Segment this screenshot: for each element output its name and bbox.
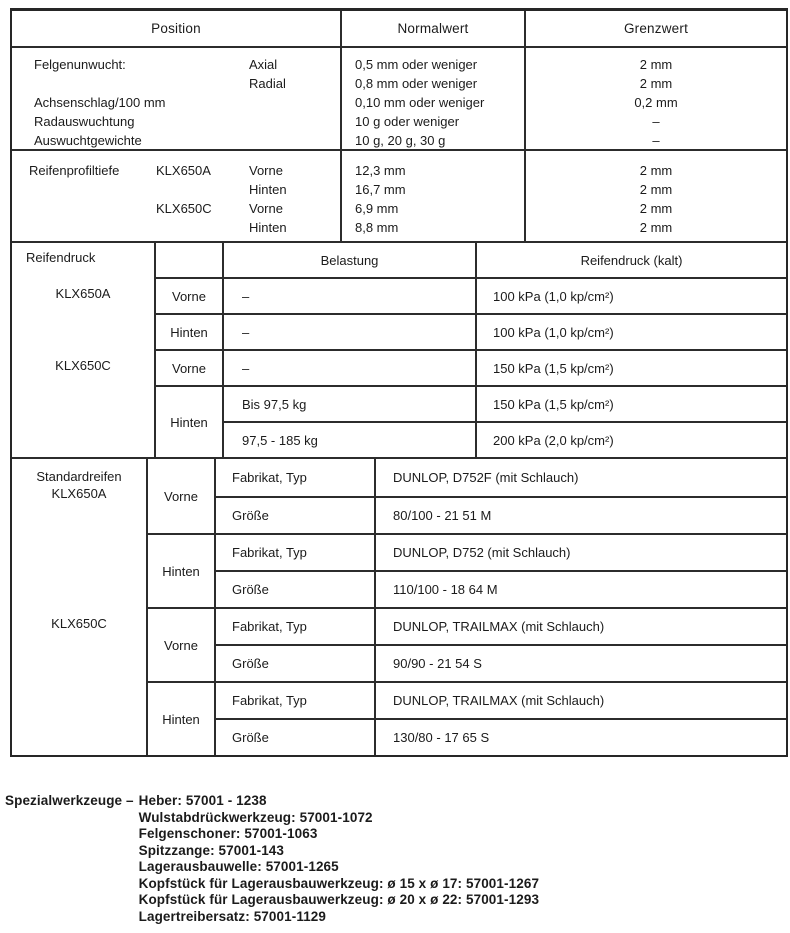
limit-value: 2 mm (639, 76, 673, 91)
side-label: Vorne (146, 607, 214, 681)
tire-key: Fabrikat, Typ (214, 533, 374, 570)
normal-value: 16,7 mm (355, 182, 406, 197)
felgen-axis-labels (249, 55, 340, 149)
normal-value: 10 g oder weniger (355, 114, 460, 129)
tool-item: Lagerausbauwelle: 57001-1265 (138, 859, 339, 874)
side-label: Vorne (154, 277, 222, 313)
limit-value: 2 mm (639, 201, 673, 216)
side-label: Vorne (154, 349, 222, 385)
model-label (156, 180, 249, 199)
felgen-item: Felgenunwucht: (34, 57, 126, 72)
tool-item: Spitzzange: 57001-143 (138, 842, 285, 858)
pressure-value: 150 kPa (1,5 kp/cm²) (475, 385, 786, 421)
limit-value: 2 mm (639, 182, 673, 197)
tool-item: Kopfstück für Lagerausbauwerkzeug: ø 15 x ø 17: 57001-1267 (138, 875, 540, 891)
side-label: Vorne (146, 459, 214, 533)
axis-label: Radial (249, 76, 286, 91)
tread-title: Reifenprofiltiefe (29, 163, 120, 178)
special-tools-label: Spezialwerkzeuge – (5, 793, 134, 808)
tire-value: DUNLOP, TRAILMAX (mit Schlauch) (374, 607, 786, 644)
model-klx650a-label: KLX650A (55, 286, 111, 301)
tire-key: Größe (214, 718, 374, 755)
normal-value: 0,5 mm oder weniger (355, 57, 478, 72)
tread-row-label (12, 161, 156, 241)
felgen-position-cell (12, 55, 340, 149)
pressure-header-load: Belastung (222, 243, 475, 277)
tire-value: DUNLOP, D752F (mit Schlauch) (374, 459, 786, 496)
load-value: – (222, 277, 475, 313)
tread-normal-values (340, 151, 524, 241)
side-label: Hinten (154, 385, 222, 457)
tire-key: Größe (214, 496, 374, 533)
model-klx650c-label: KLX650C (55, 358, 111, 373)
section-felgenunwucht (12, 46, 786, 149)
section-standardreifen (12, 457, 786, 755)
normal-value: 8,8 mm (355, 220, 399, 235)
tire-value: DUNLOP, TRAILMAX (mit Schlauch) (374, 681, 786, 718)
pressure-header-cold: Reifendruck (kalt) (475, 243, 786, 277)
header-normalwert: Normalwert (340, 11, 524, 46)
specification-table (10, 8, 788, 757)
felgen-item: Radauswuchtung (34, 114, 135, 129)
normal-value: 10 g, 20 g, 30 g (355, 133, 446, 148)
pressure-row-label-cell (12, 243, 154, 457)
section-reifenprofiltiefe (12, 149, 786, 241)
normal-value: 6,9 mm (355, 201, 399, 216)
tool-item: Heber: 57001 - 1238 (138, 793, 267, 808)
tread-model-labels (156, 161, 249, 241)
model-label (156, 218, 249, 237)
section-reifendruck (12, 241, 786, 457)
normal-value: 0,8 mm oder weniger (355, 76, 478, 91)
load-value: 97,5 - 185 kg (222, 421, 475, 457)
tire-key: Fabrikat, Typ (214, 607, 374, 644)
side-label: Hinten (154, 313, 222, 349)
pressure-value: 100 kPa (1,0 kp/cm²) (475, 277, 786, 313)
pressure-value: 100 kPa (1,0 kp/cm²) (475, 313, 786, 349)
load-value: – (222, 349, 475, 385)
normal-value: 0,10 mm oder weniger (355, 95, 485, 110)
tire-value: DUNLOP, D752 (mit Schlauch) (374, 533, 786, 570)
side-label: Hinten (146, 533, 214, 607)
limit-value: 2 mm (639, 57, 673, 72)
special-tools-block (5, 793, 539, 925)
pressure-title: Reifendruck (26, 250, 96, 265)
tread-position-cell (12, 161, 340, 241)
tool-item: Kopfstück für Lagerausbauwerkzeug: ø 20 x ø 22: 57001-1293 (138, 892, 540, 907)
tire-value: 110/100 - 18 64 M (374, 570, 786, 607)
tire-key: Fabrikat, Typ (214, 681, 374, 718)
standard-title-line1: Standardreifen (36, 469, 122, 484)
felgen-limit-values (524, 48, 786, 152)
tire-value: 90/90 - 21 54 S (374, 644, 786, 681)
tire-key: Fabrikat, Typ (214, 459, 374, 496)
limit-value: 2 mm (639, 220, 673, 235)
felgen-item-labels (12, 55, 249, 149)
felgen-item: Auswuchtgewichte (34, 133, 142, 148)
tool-item: Felgenschoner: 57001-1063 (138, 826, 318, 841)
tire-value: 80/100 - 21 51 M (374, 496, 786, 533)
pressure-header-empty-cell (154, 243, 222, 277)
tool-item: Lagertreibersatz: 57001-1129 (138, 908, 327, 924)
tool-item: Wulstabdrückwerkzeug: 57001-1072 (138, 809, 373, 825)
felgen-item (34, 74, 249, 93)
axis-label: Axial (249, 57, 278, 72)
side-label: Hinten (146, 681, 214, 755)
felgen-normal-values (340, 48, 524, 152)
side-label: Vorne (249, 201, 283, 216)
standard-title (12, 468, 146, 502)
model-label: KLX650C (156, 201, 212, 216)
normal-value: 12,3 mm (355, 163, 406, 178)
model-label: KLX650A (156, 163, 211, 178)
special-tools-list (139, 793, 539, 925)
tire-value: 130/80 - 17 65 S (374, 718, 786, 755)
tread-side-labels (249, 161, 340, 241)
standard-title-line2: KLX650A (51, 486, 107, 501)
header-grenzwert: Grenzwert (524, 11, 786, 46)
table-header-row (12, 11, 786, 46)
tire-key: Größe (214, 570, 374, 607)
tire-key: Größe (214, 644, 374, 681)
limit-value: – (652, 114, 660, 129)
tread-limit-values (524, 151, 786, 241)
limit-value: 2 mm (639, 163, 673, 178)
felgen-item: Achsenschlag/100 mm (34, 95, 166, 110)
header-position: Position (151, 21, 201, 36)
standard-row-label-cell (12, 459, 146, 755)
side-label: Hinten (249, 220, 287, 235)
limit-value: 0,2 mm (634, 95, 678, 110)
load-value: – (222, 313, 475, 349)
limit-value: – (652, 133, 660, 148)
pressure-value: 200 kPa (2,0 kp/cm²) (475, 421, 786, 457)
side-label: Vorne (249, 163, 283, 178)
side-label: Hinten (249, 182, 287, 197)
model-klx650c-label: KLX650C (51, 616, 107, 631)
load-value: Bis 97,5 kg (222, 385, 475, 421)
pressure-value: 150 kPa (1,5 kp/cm²) (475, 349, 786, 385)
